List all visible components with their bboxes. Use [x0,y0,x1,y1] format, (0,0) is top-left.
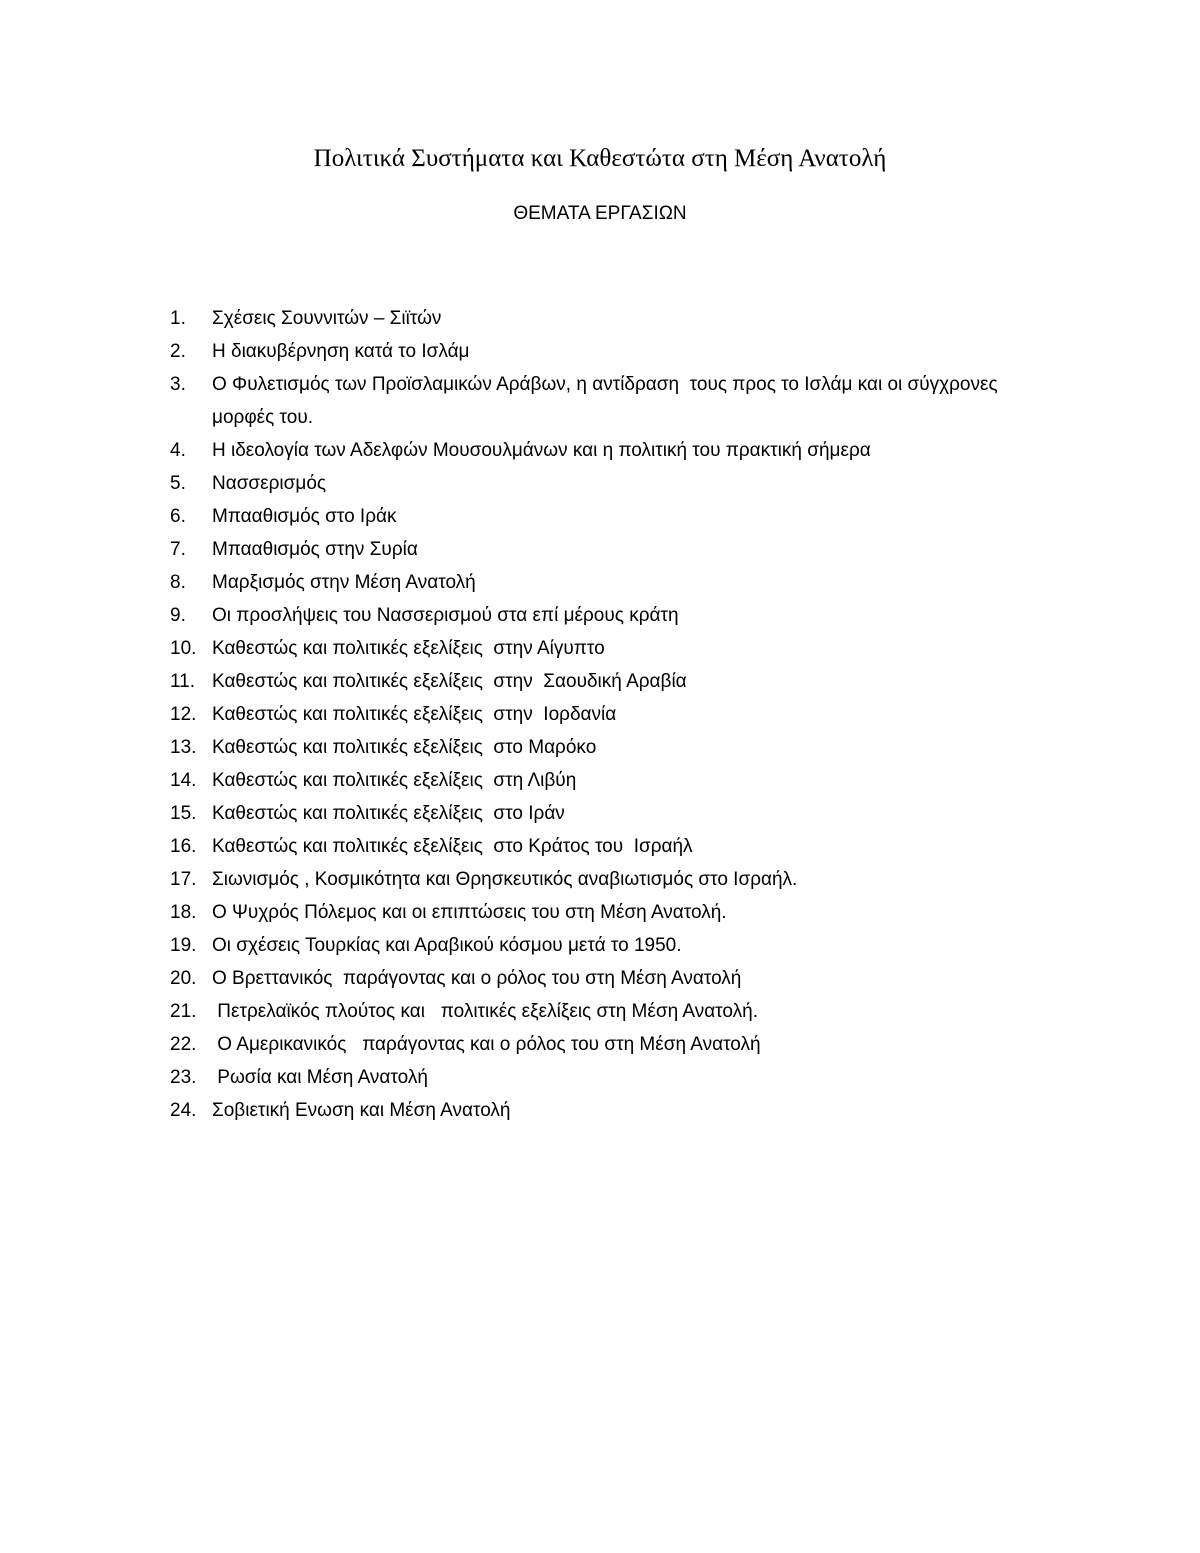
list-item [170,566,1030,599]
list-item [170,1094,1030,1127]
list-item [170,302,1030,335]
list-item-text: Καθεστώς και πολιτικές εξελίξεις στο Κράτος του Ισραήλ [212,836,693,857]
list-item-number: 18. [170,902,197,923]
list-item [170,863,1030,896]
list-item [170,797,1030,830]
list-item-text: Μπααθισμός στην Συρία [212,539,418,560]
list-item-text: Ο Ψυχρός Πόλεμος και οι επιπτώσεις του στη Μέση Ανατολή. [212,902,727,923]
list-item-number: 17. [170,869,197,890]
list-item-number: 20. [170,968,197,989]
list-item-text: Καθεστώς και πολιτικές εξελίξεις στην Ιορδανία [212,704,617,725]
list-item-number: 3. [170,374,186,395]
list-item-text: Νασσερισμός [212,473,327,494]
list-item-number: 5. [170,473,186,494]
list-item [170,533,1030,566]
list-item-text: Καθεστώς και πολιτικές εξελίξεις στο Ιράν [212,803,565,824]
list-item-text: Σχέσεις Σουννιτών – Σιϊτών [212,308,442,329]
list-item-text: Καθεστώς και πολιτικές εξελίξεις στην Σαουδική Αραβία [212,671,687,692]
list-item [170,632,1030,665]
list-item [170,830,1030,863]
list-item [170,929,1030,962]
list-item-number: 9. [170,605,186,626]
list-item-text: Ρωσία και Μέση Ανατολή [212,1067,428,1088]
list-item-text: Οι σχέσεις Τουρκίας και Αραβικού κόσμου μετά το 1950. [212,935,682,956]
document-title: Πολιτικά Συστήματα και Καθεστώτα στη Μέση Ανατολή [313,145,887,172]
list-item-number: 2. [170,341,186,362]
list-item [170,467,1030,500]
list-item-number: 8. [170,572,186,593]
list-item [170,698,1030,731]
list-item-text: Μαρξισμός στην Μέση Ανατολή [212,572,476,593]
list-item-number: 10. [170,638,197,659]
list-item-text: Πετρελαϊκός πλούτος και πολιτικές εξελίξεις στη Μέση Ανατολή. [212,1001,758,1022]
list-item [170,599,1030,632]
list-item [170,335,1030,368]
list-item-text: Καθεστώς και πολιτικές εξελίξεις στη Λιβύη [212,770,577,791]
list-item [170,434,1030,467]
list-item-text: Ο Φυλετισμός των Προϊσλαμικών Αράβων, η αντίδραση τους προς το Ισλάμ και οι σύγχρονες μορφές του. [212,374,1003,428]
list-item [170,1028,1030,1061]
list-item [170,731,1030,764]
list-item [170,764,1030,797]
list-item-number: 22. [170,1034,197,1055]
list-item-number: 4. [170,440,186,461]
list-item-text: Καθεστώς και πολιτικές εξελίξεις στην Αίγυπτο [212,638,605,659]
list-item [170,1061,1030,1094]
list-item-number: 21. [170,1001,197,1022]
list-item-text: Η ιδεολογία των Αδελφών Μουσουλμάνων και η πολιτική του πρακτική σήμερα [212,440,871,461]
list-item-number: 23. [170,1067,197,1088]
list-item-text: Καθεστώς και πολιτικές εξελίξεις στο Μαρόκο [212,737,597,758]
document-subtitle: ΘΕΜΑΤΑ ΕΡΓΑΣΙΩΝ [513,203,687,224]
list-item-number: 7. [170,539,186,560]
list-item-text: Σοβιετική Ενωση και Μέση Ανατολή [212,1100,511,1121]
list-item-number: 14. [170,770,197,791]
list-item [170,962,1030,995]
list-item-text: Ο Αμερικανικός παράγοντας και ο ρόλος του στη Μέση Ανατολή [212,1034,761,1055]
list-item-text: Μπααθισμός στο Ιράκ [212,506,397,527]
list-item-number: 19. [170,935,197,956]
list-item-number: 16. [170,836,197,857]
list-item [170,500,1030,533]
list-item [170,368,1030,434]
topic-list [170,302,1030,1127]
list-item [170,665,1030,698]
list-item-text: Οι προσλήψεις του Νασσερισμού στα επί μέρους κράτη [212,605,679,626]
list-item [170,896,1030,929]
list-item-number: 13. [170,737,197,758]
list-item-number: 24. [170,1100,197,1121]
list-item-number: 6. [170,506,186,527]
list-item [170,995,1030,1028]
list-item-number: 1. [170,308,186,329]
list-item-text: Ο Βρεττανικός παράγοντας και ο ρόλος του στη Μέση Ανατολή [212,968,742,989]
list-item-text: Η διακυβέρνηση κατά το Ισλάμ [212,341,470,362]
list-item-number: 15. [170,803,197,824]
list-item-number: 11. [170,671,196,692]
list-item-text: Σιωνισμός , Κοσμικότητα και Θρησκευτικός αναβιωτισμός στο Ισραήλ. [212,869,798,890]
list-item-number: 12. [170,704,197,725]
